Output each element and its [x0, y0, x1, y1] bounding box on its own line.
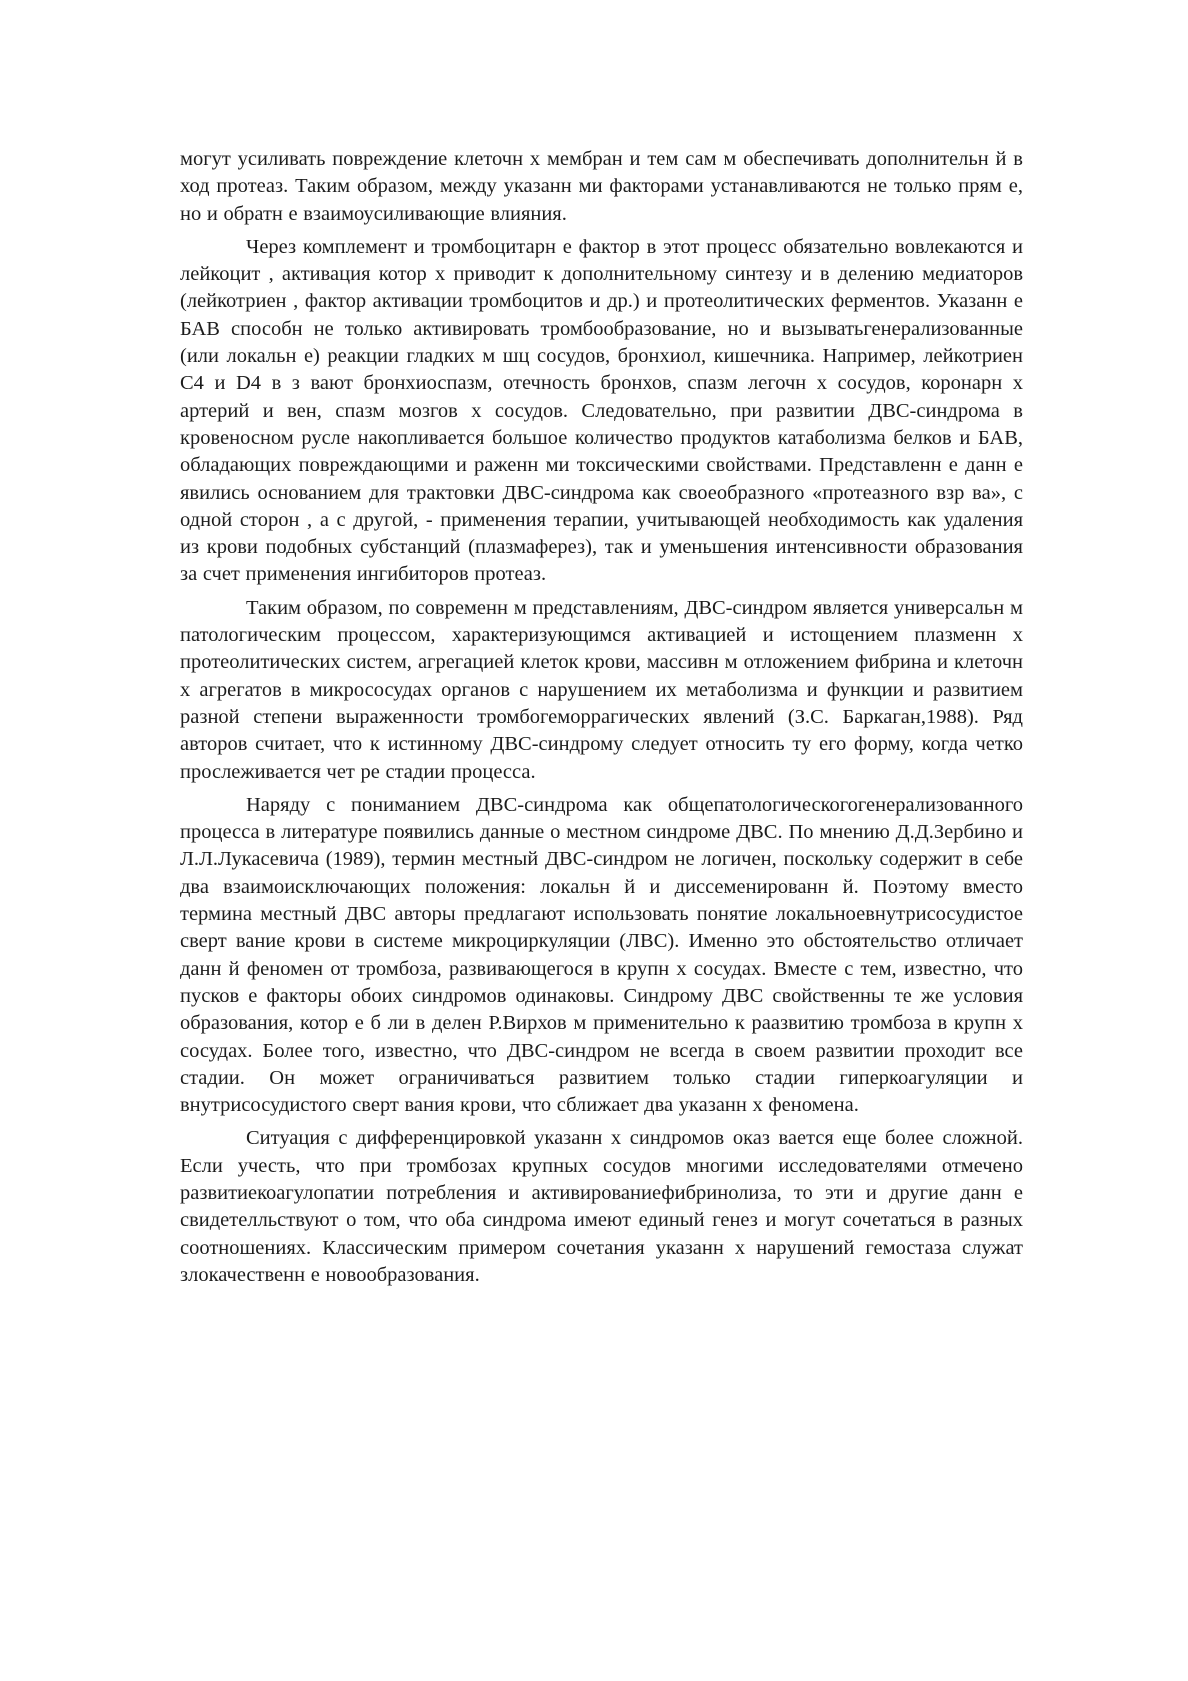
paragraph-3: Таким образом, по современн м представлениям, ДВС-синдром является универсальн м патологическим процессом, характеризующимся активацией и истощением плазменн х протеолитических систем, агрегацией клеток крови, массивн м отложением фибрина и клеточн х агрегатов в микрососудах органов с нарушением их метаболизма и функции и развитием разной степени выраженности тромбогеморрагических явлений (З.С. Баркаган,1988). Ряд авторов считает, что к истинному ДВС-синдрому следует относить ту его форму, когда четко прослеживается чет ре стадии процесса.	[180, 596, 1023, 783]
paragraph-5: Ситуация с дифференцировкой указанн х синдромов оказ вается еще более сложной. Если учесть, что при тромбозах крупных сосудов многими исследователями отмечено развитиекоагулопатии потребления и активированиефибринолиза, то эти и другие данн е свидетелльствуют о том, что оба синдрома имеют единый генез и могут сочетаться в разных соотношениях. Классическим примером сочетания указанн х нарушений гемостаза служат злокачественн е новообразования.	[180, 1127, 1023, 1286]
document-body	[180, 146, 1023, 1295]
paragraph-2: Через комплемент и тромбоцитарн е фактор в этот процесс обязательно вовлекаются и лейкоцит , активация котор х приводит к дополнительному синтезу и в делению медиаторов (лейкотриен , фактор активации тромбоцитов и др.) и протеолитических ферментов. Указанн е БАВ способн не только активировать тромбообразование, но и вызыватьгенерализованные (или локальн е) реакции гладких м шц сосудов, бронхиол, кишечника. Например, лейкотриен С4 и D4 в з вают бронхиоспазм, отечность бронхов, спазм легочн х сосудов, коронарн х артерий и вен, спазм мозгов х сосудов. Следовательно, при развитии ДВС-синдрома в кровеносном русле накопливается большое количество продуктов катаболизма белков и БАВ, обладающих повреждающими и раженн ми токсическими свойствами. Представленн е данн е явились основанием для трактовки ДВС-синдрома как своеобразного «протеазного взр ва», с одной сторон , а с другой, - применения терапии, учитывающей необходимость как удаления из крови подобных субстанций (плазмаферез), так и уменьшения интенсивности образования за счет применения ингибиторов протеаз.	[180, 235, 1023, 586]
paragraph-4: Наряду с пониманием ДВС-синдрома как общепатологическогогенерализованного процесса в литературе появились данные о местном синдроме ДВС. По мнению Д.Д.Зербино и Л.Л.Лукасевича (1989), термин местный ДВС-синдром не логичен, поскольку содержит в себе два взаимоисключающих положения: локальн й и диссеменированн й. Поэтому вместо термина местный ДВС авторы предлагают использовать понятие локальноевнутрисосудистое сверт вание крови в системе микроциркуляции (ЛВС). Именно это обстоятельство отличает данн й феномен от тромбоза, развивающегося в крупн х сосудах. Вместе с тем, известно, что пусков е факторы обоих синдромов одинаковы. Синдрому ДВС свойственны те же условия образования, котор е б ли в делен Р.Вирхов м применительно к раазвитию тромбоза в крупн х сосудах. Более того, известно, что ДВС-синдром не всегда в своем развитии проходит все стадии. Он может ограничиваться развитием только стадии гиперкоагуляции и внутрисосудистого сверт вания крови, что сближает два указанн х феномена.	[180, 793, 1023, 1117]
paragraph-1: могут усиливать повреждение клеточн х мембран и тем сам м обеспечивать дополнительн й в ход протеаз. Таким образом, между указанн ми факторами устанавливаются не только прям е, но и обратн е взаимоусиливающие влияния.	[180, 148, 1023, 225]
